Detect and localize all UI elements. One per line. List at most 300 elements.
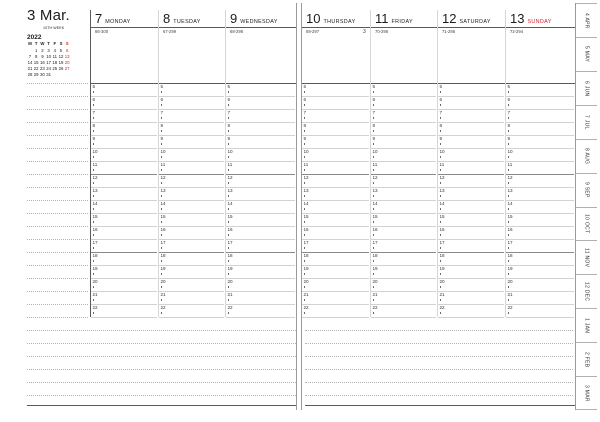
- hour-line: [506, 96, 574, 97]
- half-hour-dot: [228, 312, 229, 313]
- half-hour-dot: [304, 234, 305, 235]
- notes-line: [27, 291, 88, 292]
- half-hour-dot: [228, 299, 229, 300]
- hour-line: [91, 200, 157, 201]
- half-hour-dot: [508, 247, 509, 248]
- hour-label: 14: [372, 200, 378, 206]
- hour-label: 17: [160, 239, 166, 245]
- notes-line: [305, 395, 573, 396]
- notes-line: [27, 148, 88, 149]
- half-hour-dot: [93, 169, 94, 170]
- hour-label: 15: [372, 213, 378, 219]
- half-hour-dot: [304, 117, 305, 118]
- day-header-sunday: [510, 11, 552, 27]
- half-hour-dot: [161, 169, 162, 170]
- half-hour-dot: [440, 260, 441, 261]
- hour-line: [438, 135, 504, 136]
- hour-line: [226, 278, 295, 279]
- month-tab-10-oct[interactable]: [576, 207, 597, 241]
- half-hour-dot: [228, 208, 229, 209]
- hour-label: 7: [303, 109, 307, 115]
- notes-line: [305, 382, 573, 383]
- hour-line: [371, 161, 436, 162]
- hour-line: [506, 291, 574, 292]
- day-of-year: 67-299: [163, 29, 177, 34]
- hour-label: 6: [507, 96, 511, 102]
- hour-label: 14: [160, 200, 166, 206]
- hour-line: [302, 252, 369, 253]
- hour-label: 17: [507, 239, 513, 245]
- half-hour-dot: [440, 169, 441, 170]
- half-hour-dot: [93, 221, 94, 222]
- hour-line: [302, 291, 369, 292]
- hour-label: 20: [439, 278, 445, 284]
- hour-label: 19: [303, 265, 309, 271]
- hour-line: [438, 200, 504, 201]
- hour-line: [302, 161, 369, 162]
- mini-calendar-day: 17: [46, 59, 51, 65]
- day-header-thursday: [306, 11, 356, 27]
- mini-calendar-day: 20: [64, 59, 70, 65]
- half-hour-dot: [161, 247, 162, 248]
- hour-line: [159, 317, 224, 318]
- hour-label: 15: [439, 213, 445, 219]
- hour-line: [302, 265, 369, 266]
- day-of-year: 71-295: [442, 29, 456, 34]
- half-hour-dot: [304, 91, 305, 92]
- hour-label: 22: [507, 304, 513, 310]
- half-hour-dot: [228, 130, 229, 131]
- hour-line: [226, 174, 295, 175]
- half-hour-dot: [304, 130, 305, 131]
- hour-label: 5: [227, 83, 231, 89]
- half-hour-dot: [440, 273, 441, 274]
- half-hour-dot: [440, 156, 441, 157]
- day-name: TUESDAY: [173, 19, 201, 25]
- half-hour-dot: [304, 286, 305, 287]
- hour-label: 19: [507, 265, 513, 271]
- half-hour-dot: [508, 260, 509, 261]
- month-tab-label: 7 JUL: [583, 114, 590, 130]
- hour-label: 10: [439, 148, 445, 154]
- hour-line: [438, 174, 504, 175]
- half-hour-dot: [440, 130, 441, 131]
- hour-line: [438, 213, 504, 214]
- mini-calendar-day: 12: [58, 53, 64, 59]
- half-hour-dot: [440, 117, 441, 118]
- hour-label: 16: [372, 226, 378, 232]
- half-hour-dot: [161, 260, 162, 261]
- mini-calendar-day: 22: [33, 65, 39, 71]
- day-header-saturday: [442, 11, 491, 27]
- hour-line: [371, 122, 436, 123]
- month-tab-12-dec[interactable]: [576, 274, 597, 308]
- day-name: FRIDAY: [391, 19, 413, 25]
- mini-calendar-day: 2: [41, 47, 44, 53]
- hour-line: [91, 109, 157, 110]
- day-note: 3: [363, 28, 366, 35]
- half-hour-dot: [373, 221, 374, 222]
- hour-label: 14: [439, 200, 445, 206]
- hour-label: 18: [227, 252, 233, 258]
- half-hour-dot: [93, 286, 94, 287]
- notes-line: [305, 330, 573, 331]
- hour-label: 13: [372, 187, 378, 193]
- hour-line: [226, 161, 295, 162]
- mini-calendar-day: 19: [58, 59, 64, 65]
- half-hour-dot: [373, 91, 374, 92]
- half-hour-dot: [93, 195, 94, 196]
- half-hour-dot: [373, 156, 374, 157]
- hour-label: 5: [92, 83, 96, 89]
- notes-line: [27, 382, 296, 383]
- notes-line: [27, 278, 88, 279]
- hour-line: [302, 96, 369, 97]
- hour-label: 17: [227, 239, 233, 245]
- half-hour-dot: [93, 234, 94, 235]
- notes-line: [27, 356, 296, 357]
- month-tab-11-nov[interactable]: [576, 240, 597, 274]
- month-tab-3-mar[interactable]: [576, 376, 597, 410]
- hour-line: [302, 317, 369, 318]
- hour-line: [438, 278, 504, 279]
- half-hour-dot: [93, 247, 94, 248]
- hour-label: 5: [507, 83, 511, 89]
- hour-line: [226, 96, 295, 97]
- mini-calendar-weekday: S: [59, 41, 63, 46]
- day-number: 10: [306, 11, 321, 26]
- half-hour-dot: [440, 247, 441, 248]
- hour-label: 8: [507, 122, 511, 128]
- month-tab-label: 1 JAN: [583, 318, 590, 334]
- notes-line: [305, 343, 573, 344]
- day-column-divider: [158, 10, 159, 317]
- half-hour-dot: [93, 104, 94, 105]
- year: 2022: [27, 34, 42, 41]
- hour-label: 20: [92, 278, 98, 284]
- hour-label: 17: [439, 239, 445, 245]
- hour-line: [371, 226, 436, 227]
- half-hour-dot: [373, 143, 374, 144]
- mini-calendar-weekday: M: [28, 41, 32, 46]
- hour-label: 16: [227, 226, 233, 232]
- half-hour-dot: [508, 312, 509, 313]
- month-tab-2-feb[interactable]: [576, 342, 597, 376]
- notes-line: [27, 174, 88, 175]
- half-hour-dot: [161, 91, 162, 92]
- hour-label: 15: [92, 213, 98, 219]
- notes-line: [27, 304, 88, 305]
- notes-line: [27, 122, 88, 123]
- half-hour-dot: [304, 260, 305, 261]
- half-hour-dot: [161, 273, 162, 274]
- hour-line: [438, 239, 504, 240]
- hour-line: [302, 200, 369, 201]
- mini-calendar-day: 10: [46, 53, 51, 59]
- hour-label: 11: [92, 161, 98, 167]
- hour-label: 22: [227, 304, 233, 310]
- half-hour-dot: [228, 169, 229, 170]
- hour-label: 5: [439, 83, 443, 89]
- hour-line: [91, 291, 157, 292]
- half-hour-dot: [373, 195, 374, 196]
- half-hour-dot: [161, 195, 162, 196]
- hour-label: 18: [507, 252, 513, 258]
- half-hour-dot: [508, 169, 509, 170]
- notes-line: [27, 369, 296, 370]
- hour-label: 10: [372, 148, 378, 154]
- mini-calendar-day: 5: [59, 47, 63, 53]
- hour-line: [302, 213, 369, 214]
- month-tab-label: 6 JUN: [583, 80, 590, 96]
- hour-label: 14: [227, 200, 233, 206]
- day-column-divider: [90, 10, 91, 317]
- half-hour-dot: [93, 273, 94, 274]
- hour-label: 12: [92, 174, 98, 180]
- half-hour-dot: [440, 299, 441, 300]
- hour-line: [302, 148, 369, 149]
- hour-label: 21: [92, 291, 98, 297]
- hour-label: 8: [372, 122, 376, 128]
- hour-label: 20: [160, 278, 166, 284]
- hour-label: 8: [439, 122, 443, 128]
- half-hour-dot: [440, 143, 441, 144]
- hour-label: 19: [160, 265, 166, 271]
- half-hour-dot: [161, 143, 162, 144]
- hour-label: 11: [439, 161, 445, 167]
- hour-label: 22: [303, 304, 309, 310]
- notes-line: [27, 213, 88, 214]
- hour-line: [159, 252, 224, 253]
- hour-line: [226, 239, 295, 240]
- day-header-tuesday: [163, 11, 201, 27]
- hour-line: [302, 109, 369, 110]
- hour-line: [506, 317, 574, 318]
- day-header-wednesday: [230, 11, 278, 27]
- half-hour-dot: [228, 273, 229, 274]
- hour-line: [91, 213, 157, 214]
- half-hour-dot: [93, 182, 94, 183]
- grid-top-rule: [90, 83, 296, 84]
- mini-calendar-day: 18: [52, 59, 58, 65]
- hour-label: 16: [160, 226, 166, 232]
- mini-calendar-day: 13: [64, 53, 70, 59]
- half-hour-dot: [228, 117, 229, 118]
- hour-line: [438, 304, 504, 305]
- half-hour-dot: [508, 221, 509, 222]
- half-hour-dot: [93, 117, 94, 118]
- hour-label: 20: [372, 278, 378, 284]
- hour-label: 13: [227, 187, 233, 193]
- hour-line: [371, 317, 436, 318]
- hour-line: [371, 135, 436, 136]
- day-number: 7: [95, 11, 103, 26]
- mini-calendar-day: 1: [34, 47, 38, 53]
- half-hour-dot: [304, 182, 305, 183]
- mini-calendar-day: 29: [33, 71, 39, 77]
- notes-line: [27, 83, 88, 84]
- hour-label: 21: [372, 291, 378, 297]
- hour-line: [371, 200, 436, 201]
- month-tab-label: 12 DEC: [583, 282, 590, 302]
- hour-label: 20: [303, 278, 309, 284]
- half-hour-dot: [228, 104, 229, 105]
- half-hour-dot: [228, 221, 229, 222]
- hour-line: [226, 317, 295, 318]
- hour-line: [159, 161, 224, 162]
- hour-label: 22: [439, 304, 445, 310]
- hour-label: 10: [160, 148, 166, 154]
- hour-label: 17: [303, 239, 309, 245]
- half-hour-dot: [508, 117, 509, 118]
- hour-line: [438, 122, 504, 123]
- hour-line: [91, 239, 157, 240]
- hour-line: [226, 226, 295, 227]
- hour-line: [226, 109, 295, 110]
- notes-line: [27, 109, 88, 110]
- hour-line: [159, 291, 224, 292]
- hour-line: [91, 174, 157, 175]
- hour-line: [371, 304, 436, 305]
- hour-line: [226, 213, 295, 214]
- hour-line: [438, 161, 504, 162]
- half-hour-dot: [228, 234, 229, 235]
- hour-line: [371, 252, 436, 253]
- page-edge-right: [301, 3, 302, 410]
- half-hour-dot: [508, 104, 509, 105]
- hour-line: [302, 278, 369, 279]
- hour-line: [159, 239, 224, 240]
- hour-label: 12: [227, 174, 233, 180]
- hour-label: 9: [507, 135, 511, 141]
- hour-line: [506, 161, 574, 162]
- mini-calendar-day: 15: [33, 59, 39, 65]
- week-number: 10TH WEEK: [42, 26, 65, 30]
- month-tab-1-jan[interactable]: [576, 308, 597, 342]
- half-hour-dot: [373, 286, 374, 287]
- notes-line: [27, 200, 88, 201]
- month-tab-label: 9 SEP: [583, 182, 590, 198]
- month-tab-label: 5 MAY: [583, 46, 590, 63]
- month-tab-5-may[interactable]: [576, 37, 597, 71]
- mini-calendar-weekday: W: [40, 41, 45, 46]
- hour-line: [91, 187, 157, 188]
- hour-line: [506, 239, 574, 240]
- half-hour-dot: [228, 195, 229, 196]
- day-number: 8: [163, 11, 171, 26]
- month-tab-9-sep[interactable]: [576, 173, 597, 207]
- half-hour-dot: [440, 221, 441, 222]
- hour-label: 19: [92, 265, 98, 271]
- notes-line: [27, 265, 88, 266]
- notes-line: [305, 369, 573, 370]
- hour-label: 5: [160, 83, 164, 89]
- half-hour-dot: [373, 299, 374, 300]
- half-hour-dot: [228, 91, 229, 92]
- month-tab-4-apr[interactable]: [576, 3, 597, 37]
- half-hour-dot: [304, 143, 305, 144]
- hour-label: 8: [160, 122, 164, 128]
- hour-line: [159, 96, 224, 97]
- hour-line: [159, 304, 224, 305]
- month-tab-8-aug[interactable]: [576, 139, 597, 173]
- hour-label: 19: [227, 265, 233, 271]
- hour-label: 12: [439, 174, 445, 180]
- hour-line: [438, 109, 504, 110]
- mini-calendar-day: 31: [46, 71, 51, 77]
- hour-label: 13: [439, 187, 445, 193]
- half-hour-dot: [93, 299, 94, 300]
- day-header-friday: [375, 11, 413, 27]
- hour-line: [302, 174, 369, 175]
- half-hour-dot: [373, 130, 374, 131]
- header-rule: [301, 27, 575, 28]
- hour-line: [159, 148, 224, 149]
- page-bottom-rule: [27, 405, 296, 406]
- hour-line: [91, 278, 157, 279]
- day-name: WEDNESDAY: [240, 19, 278, 25]
- month-tab-7-jul[interactable]: [576, 105, 597, 139]
- hour-line: [91, 317, 157, 318]
- half-hour-dot: [161, 286, 162, 287]
- hour-label: 11: [227, 161, 233, 167]
- hour-line: [302, 239, 369, 240]
- hour-line: [159, 187, 224, 188]
- hour-label: 21: [303, 291, 309, 297]
- hour-line: [226, 304, 295, 305]
- hour-label: 7: [439, 109, 443, 115]
- hour-label: 8: [92, 122, 96, 128]
- hour-label: 17: [92, 239, 98, 245]
- hour-label: 13: [303, 187, 309, 193]
- hour-label: 6: [439, 96, 443, 102]
- month-tab-label: 10 OCT: [583, 214, 590, 234]
- hour-label: 21: [507, 291, 513, 297]
- hour-label: 12: [372, 174, 378, 180]
- hour-line: [506, 265, 574, 266]
- hour-label: 7: [372, 109, 376, 115]
- half-hour-dot: [93, 130, 94, 131]
- hour-line: [226, 200, 295, 201]
- hour-label: 9: [372, 135, 376, 141]
- hour-label: 21: [227, 291, 233, 297]
- half-hour-dot: [440, 182, 441, 183]
- half-hour-dot: [304, 208, 305, 209]
- hour-label: 16: [507, 226, 513, 232]
- day-header-monday: [95, 11, 131, 27]
- half-hour-dot: [161, 299, 162, 300]
- hour-label: 17: [372, 239, 378, 245]
- month-tab-6-jun[interactable]: [576, 71, 597, 105]
- hour-label: 11: [160, 161, 166, 167]
- half-hour-dot: [508, 91, 509, 92]
- hour-label: 10: [303, 148, 309, 154]
- hour-label: 21: [160, 291, 166, 297]
- half-hour-dot: [440, 312, 441, 313]
- hour-line: [302, 135, 369, 136]
- hour-line: [91, 122, 157, 123]
- hour-label: 5: [303, 83, 307, 89]
- hour-label: 7: [507, 109, 511, 115]
- hour-line: [506, 226, 574, 227]
- half-hour-dot: [508, 208, 509, 209]
- half-hour-dot: [304, 247, 305, 248]
- half-hour-dot: [373, 104, 374, 105]
- hour-label: 7: [160, 109, 164, 115]
- half-hour-dot: [304, 156, 305, 157]
- hour-line: [438, 187, 504, 188]
- hour-line: [371, 213, 436, 214]
